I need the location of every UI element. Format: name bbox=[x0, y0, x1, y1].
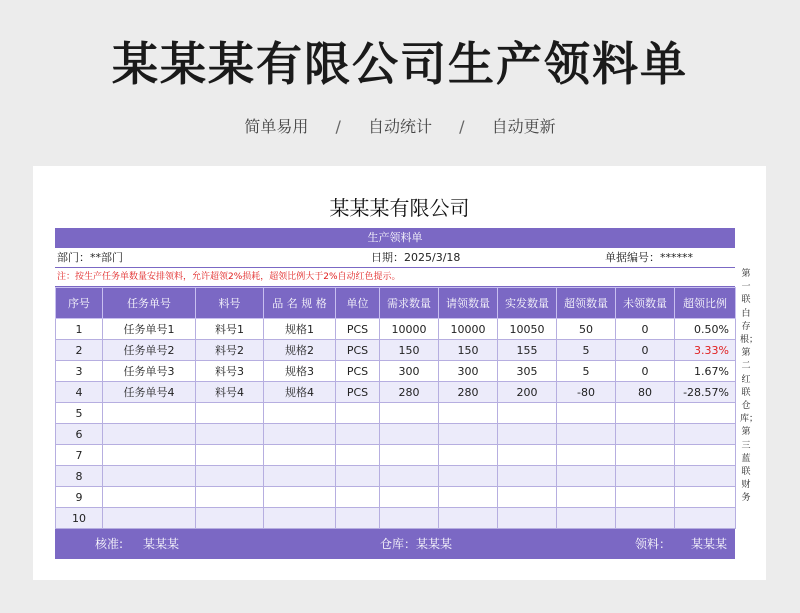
table-cell bbox=[336, 466, 380, 487]
table-row bbox=[56, 466, 736, 487]
table-cell bbox=[439, 403, 498, 424]
dept-value: **部门 bbox=[90, 251, 123, 264]
table-cell: 8 bbox=[56, 466, 103, 487]
dept-field bbox=[57, 248, 123, 267]
date-value: 2025/3/18 bbox=[404, 251, 461, 264]
table-cell bbox=[557, 424, 616, 445]
table-cell bbox=[557, 466, 616, 487]
tagline-item-autoupdate: 自动更新 bbox=[491, 117, 556, 136]
table-cell bbox=[380, 445, 439, 466]
column-header: 需求数量 bbox=[380, 288, 439, 319]
table-cell: 3 bbox=[56, 361, 103, 382]
table-cell: 任务单号4 bbox=[103, 382, 196, 403]
warehouse-field bbox=[380, 529, 452, 559]
table-cell bbox=[557, 403, 616, 424]
table-cell bbox=[616, 487, 675, 508]
table-cell: PCS bbox=[336, 319, 380, 340]
table-cell: 9 bbox=[56, 487, 103, 508]
table-row bbox=[56, 361, 736, 382]
table-row bbox=[56, 445, 736, 466]
tagline-item-autocount: 自动统计 bbox=[367, 117, 432, 136]
table-cell: -80 bbox=[557, 382, 616, 403]
table-cell bbox=[616, 445, 675, 466]
table-cell: 规格2 bbox=[264, 340, 336, 361]
table-cell: 5 bbox=[557, 361, 616, 382]
column-header: 请领数量 bbox=[439, 288, 498, 319]
dept-label: 部门： bbox=[57, 251, 90, 264]
table-cell bbox=[380, 487, 439, 508]
tagline-separator: / bbox=[335, 117, 341, 136]
docno-label: 单据编号： bbox=[605, 251, 660, 264]
table-cell bbox=[616, 424, 675, 445]
table-cell bbox=[336, 445, 380, 466]
table-cell: 5 bbox=[557, 340, 616, 361]
table-cell bbox=[675, 508, 736, 529]
tagline bbox=[0, 114, 800, 137]
table-cell: 规格3 bbox=[264, 361, 336, 382]
table-cell bbox=[264, 466, 336, 487]
table-cell bbox=[264, 487, 336, 508]
table-cell: 5 bbox=[56, 403, 103, 424]
table-cell bbox=[675, 403, 736, 424]
table-cell bbox=[336, 487, 380, 508]
table-row bbox=[56, 403, 736, 424]
table-row bbox=[56, 340, 736, 361]
column-header: 未领数量 bbox=[616, 288, 675, 319]
table-cell bbox=[103, 445, 196, 466]
table-cell: 料号2 bbox=[196, 340, 264, 361]
table-cell bbox=[439, 466, 498, 487]
form-title-band: 生产领料单 bbox=[55, 228, 735, 248]
table-cell: 规格1 bbox=[264, 319, 336, 340]
table-cell: 任务单号2 bbox=[103, 340, 196, 361]
table-cell: 0 bbox=[616, 340, 675, 361]
approve-field bbox=[95, 529, 179, 559]
table-cell: 200 bbox=[498, 382, 557, 403]
table-cell bbox=[439, 424, 498, 445]
table-cell bbox=[380, 466, 439, 487]
table-row bbox=[56, 424, 736, 445]
table-cell bbox=[196, 424, 264, 445]
table-cell: 300 bbox=[439, 361, 498, 382]
table-cell bbox=[498, 466, 557, 487]
table-cell: 150 bbox=[380, 340, 439, 361]
rule-note: 注：按生产任务单数量安排领料，允许超领2%损耗，超领比例大于2%自动红色提示。 bbox=[55, 268, 735, 287]
table-cell: 料号3 bbox=[196, 361, 264, 382]
items-table bbox=[55, 287, 736, 529]
copy-distribution-note: 第一联白存根；第二红联仓库；第三蓝联财务 bbox=[740, 269, 759, 504]
table-cell bbox=[616, 466, 675, 487]
table-row bbox=[56, 319, 736, 340]
tagline-item-easy: 简单易用 bbox=[244, 117, 309, 136]
table-cell bbox=[103, 403, 196, 424]
table-cell bbox=[103, 487, 196, 508]
table-cell bbox=[675, 487, 736, 508]
table-cell: 0 bbox=[616, 319, 675, 340]
table-cell: 10000 bbox=[380, 319, 439, 340]
table-cell bbox=[103, 424, 196, 445]
table-cell bbox=[439, 445, 498, 466]
receiver-field bbox=[635, 529, 727, 559]
column-header: 单位 bbox=[336, 288, 380, 319]
table-cell: 料号1 bbox=[196, 319, 264, 340]
table-cell: 300 bbox=[380, 361, 439, 382]
table-cell: 任务单号1 bbox=[103, 319, 196, 340]
table-cell: 1.67% bbox=[675, 361, 736, 382]
table-cell: -28.57% bbox=[675, 382, 736, 403]
table-cell: PCS bbox=[336, 361, 380, 382]
table-cell bbox=[264, 403, 336, 424]
table-cell: 6 bbox=[56, 424, 103, 445]
table-cell: 280 bbox=[439, 382, 498, 403]
receiver-label: 领料： bbox=[635, 537, 672, 551]
table-cell: 10050 bbox=[498, 319, 557, 340]
table-cell: 0.50% bbox=[675, 319, 736, 340]
table-cell: 155 bbox=[498, 340, 557, 361]
table-cell: 305 bbox=[498, 361, 557, 382]
table-cell bbox=[439, 508, 498, 529]
company-name: 某某某有限公司 bbox=[329, 196, 470, 220]
table-cell bbox=[380, 424, 439, 445]
table-cell bbox=[616, 508, 675, 529]
table-cell bbox=[196, 508, 264, 529]
receiver-value: 某某某 bbox=[691, 537, 728, 551]
table-cell bbox=[616, 403, 675, 424]
table-cell: 任务单号3 bbox=[103, 361, 196, 382]
table-cell bbox=[336, 508, 380, 529]
column-header: 序号 bbox=[56, 288, 103, 319]
column-header: 实发数量 bbox=[498, 288, 557, 319]
form-sheet bbox=[33, 166, 766, 580]
table-cell bbox=[196, 445, 264, 466]
info-row bbox=[55, 248, 735, 268]
page-title: 某某某有限公司生产领料单 bbox=[112, 37, 688, 91]
table-cell bbox=[196, 403, 264, 424]
column-header: 料号 bbox=[196, 288, 264, 319]
table-cell: 7 bbox=[56, 445, 103, 466]
table-cell: 50 bbox=[557, 319, 616, 340]
table-cell: 150 bbox=[439, 340, 498, 361]
table-cell bbox=[675, 445, 736, 466]
docno-value: ****** bbox=[660, 251, 693, 264]
column-header: 超领数量 bbox=[557, 288, 616, 319]
table-cell: PCS bbox=[336, 340, 380, 361]
table-cell: 4 bbox=[56, 382, 103, 403]
table-cell bbox=[675, 466, 736, 487]
table-cell bbox=[498, 424, 557, 445]
table-cell: 280 bbox=[380, 382, 439, 403]
table-row bbox=[56, 508, 736, 529]
docno-field bbox=[605, 248, 693, 267]
table-cell bbox=[264, 508, 336, 529]
table-cell: 10 bbox=[56, 508, 103, 529]
table-body bbox=[56, 319, 736, 529]
table-cell bbox=[498, 487, 557, 508]
table-cell bbox=[557, 445, 616, 466]
table-cell: 10000 bbox=[439, 319, 498, 340]
table-cell bbox=[557, 508, 616, 529]
column-header: 品 名 规 格 bbox=[264, 288, 336, 319]
table-cell bbox=[264, 445, 336, 466]
table-cell: PCS bbox=[336, 382, 380, 403]
date-label: 日期： bbox=[371, 251, 404, 264]
warehouse-label: 仓库： bbox=[380, 537, 417, 551]
table-cell bbox=[439, 487, 498, 508]
table-cell bbox=[557, 487, 616, 508]
table-cell bbox=[196, 487, 264, 508]
date-field bbox=[371, 248, 460, 267]
signature-footer bbox=[55, 529, 735, 559]
table-cell: 80 bbox=[616, 382, 675, 403]
requisition-form bbox=[55, 228, 735, 559]
table-cell bbox=[336, 403, 380, 424]
table-cell bbox=[196, 466, 264, 487]
table-cell bbox=[103, 508, 196, 529]
table-cell bbox=[264, 424, 336, 445]
table-cell: 料号4 bbox=[196, 382, 264, 403]
table-cell: 0 bbox=[616, 361, 675, 382]
approve-value: 某某某 bbox=[143, 537, 180, 551]
table-cell: 1 bbox=[56, 319, 103, 340]
table-header-row bbox=[56, 288, 736, 319]
warehouse-value: 某某某 bbox=[416, 537, 453, 551]
table-cell: 2 bbox=[56, 340, 103, 361]
column-header: 超领比例 bbox=[675, 288, 736, 319]
tagline-separator: / bbox=[459, 117, 465, 136]
table-cell bbox=[380, 508, 439, 529]
table-cell bbox=[336, 424, 380, 445]
table-cell: 规格4 bbox=[264, 382, 336, 403]
table-row bbox=[56, 382, 736, 403]
column-header: 任务单号 bbox=[103, 288, 196, 319]
table-cell: 3.33% bbox=[675, 340, 736, 361]
table-cell bbox=[498, 445, 557, 466]
approve-label: 核准: bbox=[95, 537, 124, 551]
table-cell bbox=[103, 466, 196, 487]
table-row bbox=[56, 487, 736, 508]
table-cell bbox=[380, 403, 439, 424]
table-cell bbox=[675, 424, 736, 445]
table-cell bbox=[498, 403, 557, 424]
table-cell bbox=[498, 508, 557, 529]
